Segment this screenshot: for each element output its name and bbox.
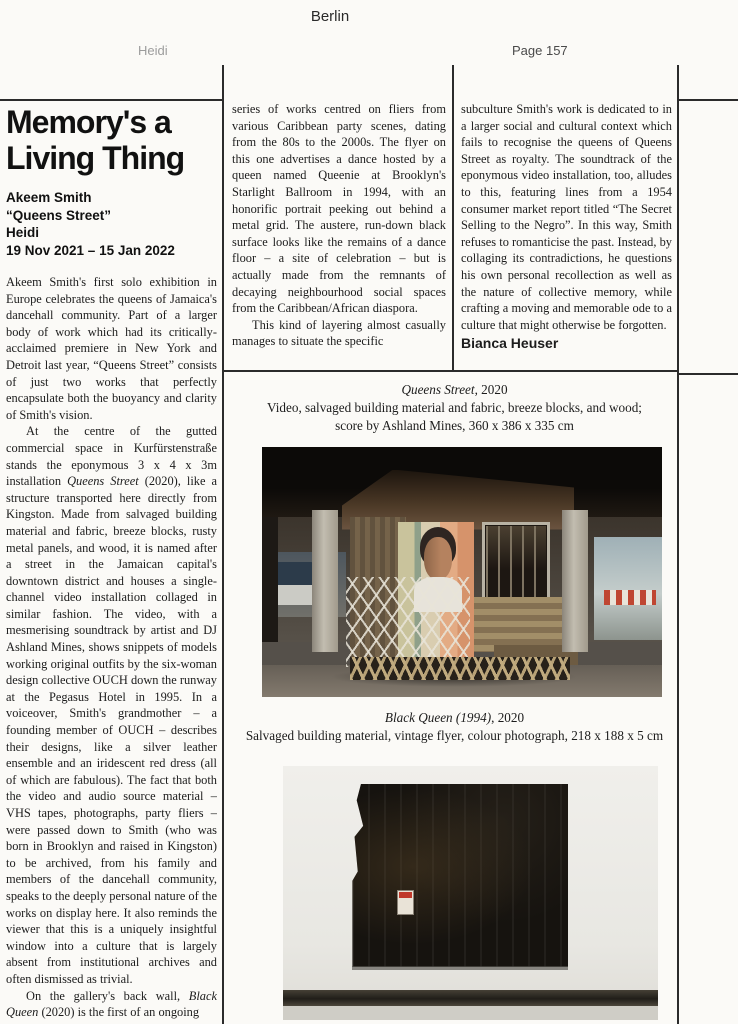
artist-name: Akeem Smith — [6, 190, 92, 205]
figure2-caption — [232, 709, 677, 745]
article-title-line1: Memory's a — [6, 104, 171, 140]
figure1-photo-queens-street-installation — [262, 447, 662, 697]
figure2-caption-title: Black Queen (1994), 2020 — [384, 710, 525, 725]
body-paragraph: This kind of layering almost casually manages to situate the specific — [232, 317, 446, 349]
column-rule-left — [222, 65, 224, 1024]
photo1-right-pillar — [562, 510, 588, 653]
exhibition-title: “Queens Street” — [6, 207, 112, 223]
top-rule-right-margin — [677, 99, 738, 101]
body-paragraph: On the gallery's back wall, Black Queen (2020) is the first of an ongoing — [6, 988, 217, 1020]
figure1-caption-title: Queens Street, 2020 — [401, 382, 508, 397]
figure-area-top-rule-margin — [677, 373, 738, 375]
exhibition-dates: 19 Nov 2021 – 15 Jan 2022 — [6, 242, 175, 258]
article-column-3 — [461, 101, 672, 367]
figure2-photo-black-queen — [283, 766, 658, 1020]
figure2-caption-materials: Salvaged building material, vintage flyer, colour photograph, 218 x 188 x 5 cm — [245, 728, 664, 743]
body-paragraph: At the centre of the gutted commercial space in Kurfürstenstraße stands the eponymous 3 x 4 x 3m installation Queens Street (2020), like a structure transported here directly from Kingston. Made from salvaged building material and fabric, breeze blocks, rusty metal panels, and wood, it is named after a street in the Jamaican capital's downtown district and houses a single-channel video installation collaged in similar fashion. The video, with a mesmerising soundtrack by artist and DJ Ashland Mines, shows snippets of models working original outfits by the six-woman design collective OUCH down the runway at the Pegasus Hotel in 1995. In a voiceover, Smith's grandmother – a founding member of OUCH – describes their designs, like a silver leather ensemble and an iridescent red dress (all of which are fabulous). The fact that both the video and audio source material – VHS tapes, photographs, party fliers – were passed down to Smith (who was born in Brooklyn and raised in Kingston) to be archived, from his family and members of the dancehall community, speaks to the deeply personal nature of the works on display here. It also reminds the viewer that this is a uniquely insightful window into a culture that is largely absent from institutional archives and often dismissed as trivial. — [6, 424, 217, 986]
photo1-construction-barrier — [604, 590, 656, 605]
photo2-dark-floor-band — [283, 990, 658, 1007]
author-byline: Bianca Heuser — [461, 335, 559, 352]
photo2-floor-edge — [283, 1006, 658, 1020]
article-title — [6, 104, 217, 176]
body-paragraph: series of works centred on fliers from various Caribbean party scenes, dating from the 80s to the 2000s. The flyer on this one advertises a dance hosted by a queen named Queenie at Brooklyn's Starlight Ballroom in 1994, with an honorific portrait peeking out behind a metal grid. The austere, run-down black surface looks like the remains of a dance floor – a site of celebration – but is actually made from the remnants of decaying neighbourhood social spaces from the Caribbean/African diaspora. — [232, 102, 446, 316]
city-running-head: Berlin — [310, 8, 350, 25]
column-rule-middle — [452, 65, 454, 371]
photo2-black-collaged-panel — [352, 784, 568, 967]
venue-name: Heidi — [6, 225, 40, 240]
photo1-white-car — [272, 585, 316, 605]
body-paragraph: subculture Smith's work is dedicated to in a larger social and cultural context which fails to recognise the queens of Queens Street as royalty. The soundtrack of the eponymous video installation, too, alludes to this, featuring lines from a 1954 consumer market report titled “The Secret Selling to the Negro”. In this way, Smith refuses to romanticise the past. Instead, by collaging its contradictions, he questions his own personal recollection as well as the nature of collective memory, while crafting a moving and memorable ode to a culture that might otherwise be forgotten. — [461, 102, 672, 332]
photo1-shack-window-bars — [486, 526, 546, 599]
page-number: Page 157 — [512, 43, 568, 58]
article-column-1 — [6, 104, 217, 1024]
photo1-left-pillar — [312, 510, 338, 653]
top-rule-left — [0, 99, 222, 101]
article-column-2 — [232, 101, 446, 367]
photo1-white-metal-lattice — [346, 577, 470, 667]
photo1-left-wall-edge — [262, 517, 278, 642]
figure1-caption-dimensions: score by Ashland Mines, 360 x 386 x 335 cm — [335, 418, 574, 433]
column-rule-right — [677, 65, 679, 1024]
photo1-projected-woman-face — [424, 537, 452, 580]
photo2-panel-shadow — [352, 966, 568, 970]
body-paragraph: Akeem Smith's first solo exhibition in Europe celebrates the queens of Jamaica's dancehall community. Part of a larger body of work which had its critically-acclaimed premiere in New York and Detroit last year, “Queens Street” consists of just two works that perfectly encapsulate both the buoyancy and clarity of Smith's vision. — [6, 275, 217, 422]
figure1-caption — [232, 381, 677, 435]
article-title-line2: Living Thing — [6, 140, 185, 176]
photo1-right-window-street-view — [594, 537, 662, 640]
photo2-vintage-flyer-red-mark — [399, 892, 412, 898]
exhibition-info — [6, 189, 217, 259]
figure1-caption-materials: Video, salvaged building material and fabric, breeze blocks, and wood; — [267, 400, 642, 415]
gallery-running-head: Heidi — [138, 43, 168, 58]
figure-area-top-rule — [222, 370, 678, 372]
photo1-breeze-block-base — [350, 657, 570, 680]
